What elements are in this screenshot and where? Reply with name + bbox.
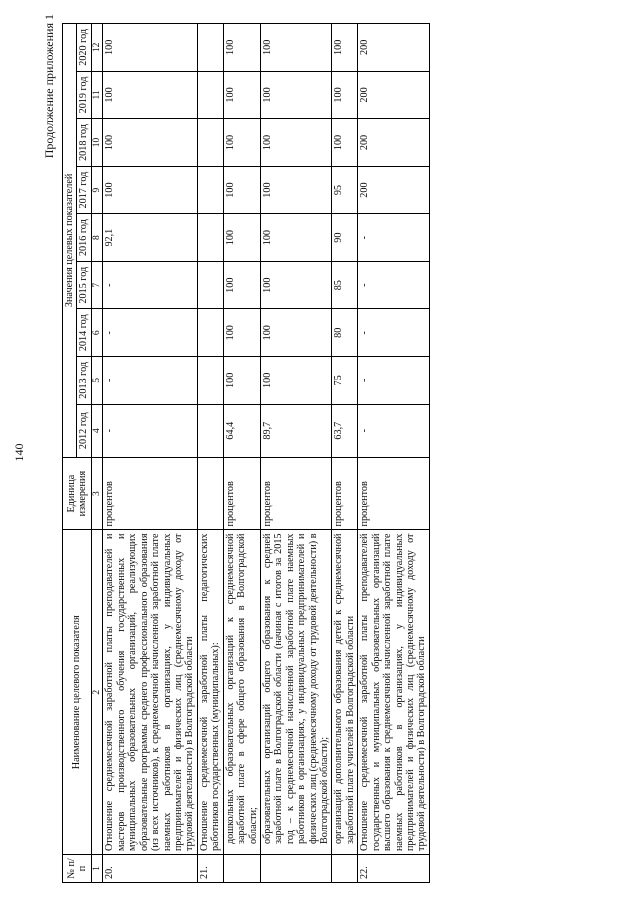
row-number: 20. xyxy=(103,855,197,883)
indicator-value: - xyxy=(103,404,197,457)
indicator-value: 100 xyxy=(332,24,358,72)
indicator-value: 80 xyxy=(332,309,358,357)
indicator-value: 100 xyxy=(103,119,197,167)
header-year: 2013 год xyxy=(77,357,91,405)
indicator-value: 100 xyxy=(332,119,358,167)
indicator-value: 64,4 xyxy=(223,404,260,457)
header-column-number: 3 xyxy=(91,457,103,530)
header-column-number: 11 xyxy=(91,71,103,119)
indicator-value: 63,7 xyxy=(332,404,358,457)
header-year: 2018 год xyxy=(77,119,91,167)
target-indicators-table xyxy=(62,23,430,883)
indicator-name: Отношение среднемесячной заработной платы преподавателей и мастеров производственного обучения государственных и муниципальных образовательных организаций, реализующих образовательные программы среднего профессионального образования (из всех источников), к среднемесячной начисленной заработной плате наемных работников в организациях, у индивидуальных предпринимателей и физических лиц (среднемесячному доходу от трудовой деятельности) в Волгоградской области xyxy=(103,530,197,855)
indicator-value: 200 xyxy=(358,119,430,167)
indicator-unit: процентов xyxy=(358,457,430,530)
indicator-unit: процентов xyxy=(223,457,260,530)
table-row xyxy=(197,24,223,883)
table-row xyxy=(103,24,197,883)
indicator-value: 100 xyxy=(332,71,358,119)
header-column-number: 4 xyxy=(91,404,103,457)
indicator-value: 100 xyxy=(260,71,332,119)
indicator-value xyxy=(197,404,223,457)
indicator-unit: процентов xyxy=(103,457,197,530)
indicator-value: 100 xyxy=(260,119,332,167)
indicator-value: 100 xyxy=(223,309,260,357)
indicator-value: 100 xyxy=(103,24,197,72)
indicator-value: 200 xyxy=(358,24,430,72)
indicator-value: 90 xyxy=(332,214,358,262)
indicator-value: 100 xyxy=(223,119,260,167)
header-year: 2019 год xyxy=(77,71,91,119)
header-year: 2012 год xyxy=(77,404,91,457)
indicator-unit: процентов xyxy=(332,457,358,530)
indicator-value: 85 xyxy=(332,261,358,309)
row-number: 21. xyxy=(197,855,223,883)
table-body xyxy=(103,24,429,883)
indicator-value: - xyxy=(358,357,430,405)
indicator-name: образовательных организаций общего образования к средней заработной плате в Волгоградской области (начиная с итогов за 2015 год – к среднемесячной начисленной заработной плате наемных работников в организациях, у индивидуальных предпринимателей и физических лиц (среднемесячному доходу от трудовой деятельности) в Волгоградской области); xyxy=(260,530,332,855)
indicator-value: 75 xyxy=(332,357,358,405)
page-number: 140 xyxy=(12,443,26,462)
header-column-number: 2 xyxy=(91,530,103,855)
indicator-value: - xyxy=(103,309,197,357)
indicator-name: дошкольных образовательных организаций к среднемесячной заработной плате в сфере общего образования в Волгоградской области; xyxy=(223,530,260,855)
table-column-numbers-row xyxy=(91,24,103,883)
header-year: 2015 год xyxy=(77,261,91,309)
indicator-value: - xyxy=(103,357,197,405)
header-column-number: 6 xyxy=(91,309,103,357)
header-column-number: 8 xyxy=(91,214,103,262)
indicator-value: 100 xyxy=(260,309,332,357)
indicator-value: 92,1 xyxy=(103,214,197,262)
indicator-value: 100 xyxy=(223,166,260,214)
header-column-number: 9 xyxy=(91,166,103,214)
header-column-number: 7 xyxy=(91,261,103,309)
header-column-number: 5 xyxy=(91,357,103,405)
header-values-group: Значения целевых показателей xyxy=(63,24,77,458)
indicator-value: - xyxy=(358,214,430,262)
indicator-value xyxy=(197,214,223,262)
indicator-value xyxy=(197,166,223,214)
indicator-value: 100 xyxy=(223,24,260,72)
indicator-value: 100 xyxy=(223,71,260,119)
indicator-name: организаций дополнительного образования детей к среднемесячной заработной плате учителей в Волгоградской области xyxy=(332,530,358,855)
indicator-value xyxy=(197,119,223,167)
indicator-unit: процентов xyxy=(260,457,332,530)
indicator-unit xyxy=(197,457,223,530)
row-number xyxy=(223,855,260,883)
indicator-value: 100 xyxy=(223,214,260,262)
indicator-value: - xyxy=(358,404,430,457)
indicator-value xyxy=(197,309,223,357)
header-year: 2016 год xyxy=(77,214,91,262)
indicator-value: - xyxy=(358,261,430,309)
indicator-value: 100 xyxy=(260,166,332,214)
indicator-name: Отношение среднемесячной заработной платы преподавателей государственных и муниципальных образовательных организаций высшего образования к среднемесячной начисленной заработной плате наемных работников в организациях, у индивидуальных предпринимателей и физических лиц (среднемесячному доходу от трудовой деятельности) в Волгоградской области xyxy=(358,530,430,855)
header-no: № п/п xyxy=(63,855,92,883)
table-row xyxy=(260,24,332,883)
indicator-value: 89,7 xyxy=(260,404,332,457)
indicator-value: 100 xyxy=(103,166,197,214)
indicator-value: 100 xyxy=(103,71,197,119)
indicator-value xyxy=(197,24,223,72)
indicator-value: 200 xyxy=(358,71,430,119)
indicator-value: 95 xyxy=(332,166,358,214)
indicator-value: - xyxy=(358,309,430,357)
indicator-value: 200 xyxy=(358,166,430,214)
header-name: Наименование целевого показателя xyxy=(63,530,92,855)
header-column-number: 12 xyxy=(91,24,103,72)
header-column-number: 10 xyxy=(91,119,103,167)
indicator-value: - xyxy=(103,261,197,309)
table-row xyxy=(223,24,260,883)
indicator-value: 100 xyxy=(260,214,332,262)
table-row xyxy=(358,24,430,883)
indicator-name: Отношение среднемесячной заработной платы педагогических работников государственных (муниципальных): xyxy=(197,530,223,855)
table-row xyxy=(332,24,358,883)
indicator-value xyxy=(197,357,223,405)
indicator-value: 100 xyxy=(223,357,260,405)
continuation-label: Продолжение приложения 1 xyxy=(42,14,56,159)
row-number: 22. xyxy=(358,855,430,883)
header-year: 2020 год xyxy=(77,24,91,72)
indicator-value: 100 xyxy=(260,357,332,405)
header-year: 2017 год xyxy=(77,166,91,214)
header-column-number: 1 xyxy=(91,855,103,883)
header-year: 2014 год xyxy=(77,309,91,357)
row-number xyxy=(332,855,358,883)
indicator-value xyxy=(197,71,223,119)
row-number xyxy=(260,855,332,883)
indicator-value: 100 xyxy=(223,261,260,309)
header-unit: Единица измерения xyxy=(63,457,92,530)
indicator-value: 100 xyxy=(260,261,332,309)
indicator-value: 100 xyxy=(260,24,332,72)
indicator-value xyxy=(197,261,223,309)
table-header-row-1 xyxy=(63,24,77,883)
